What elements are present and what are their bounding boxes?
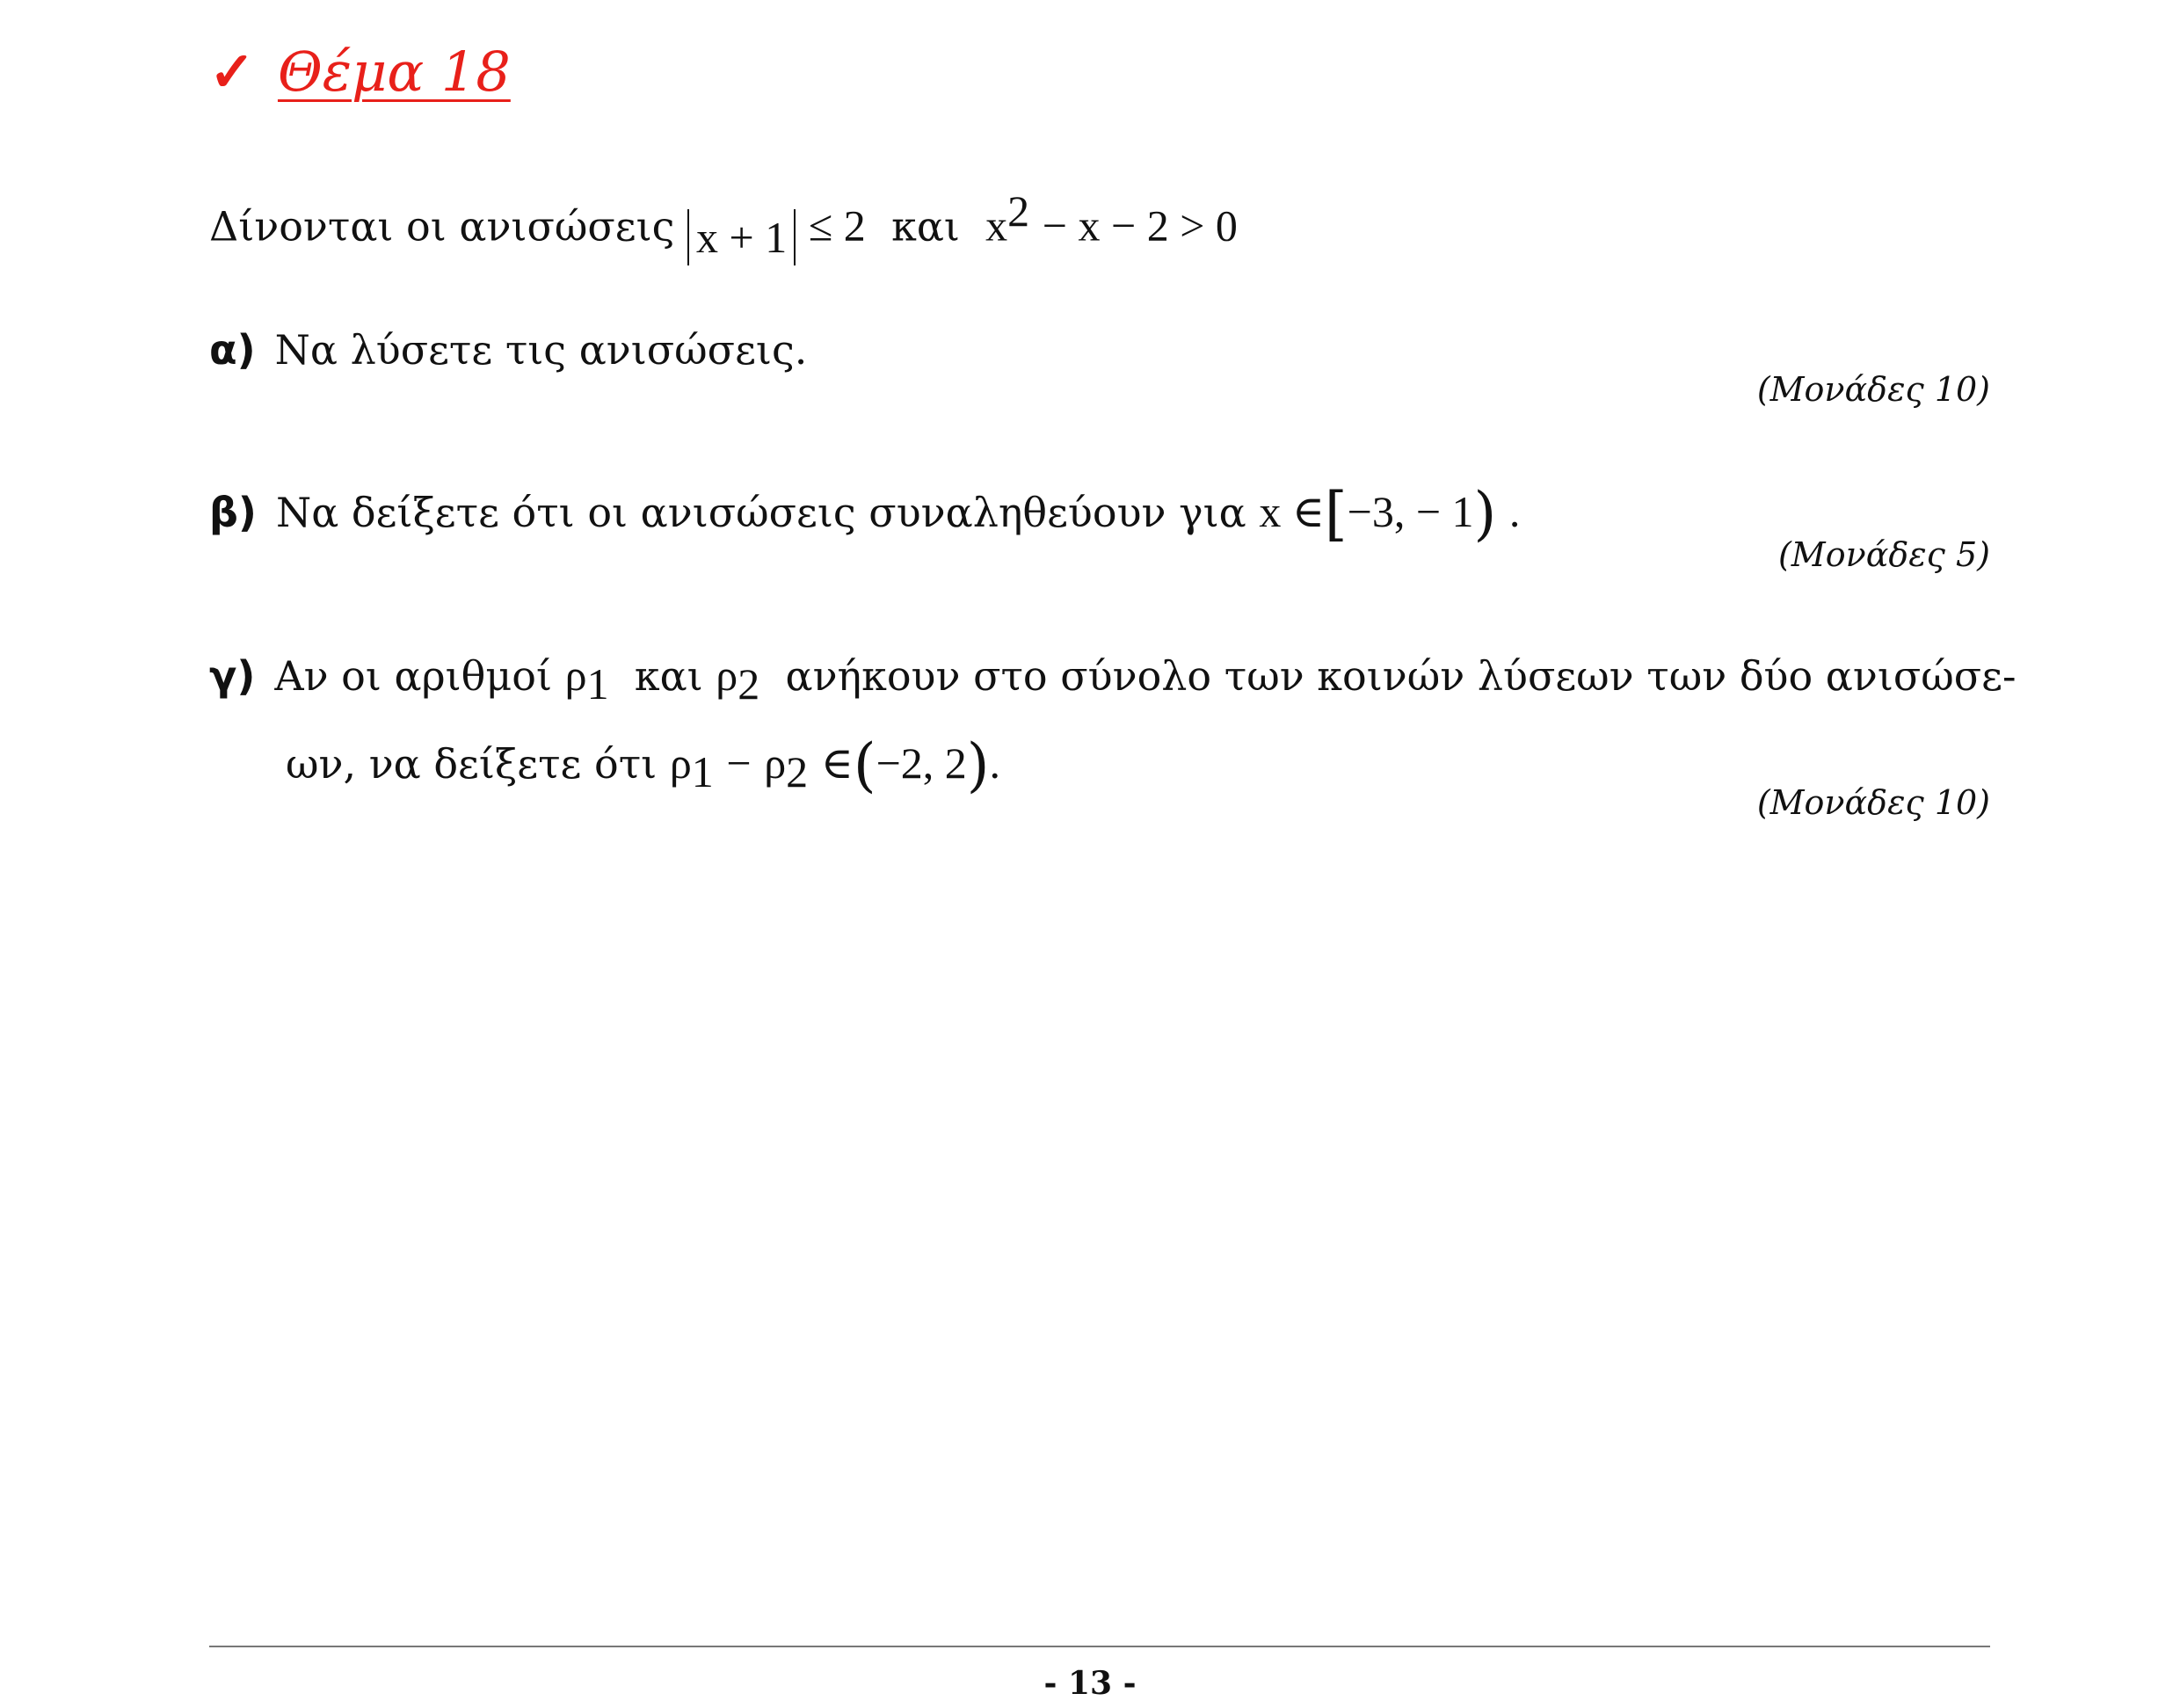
part-b-close-paren: ) xyxy=(1473,480,1497,548)
rho-1: ρ xyxy=(564,650,587,700)
rho-2-b-subscript: 2 xyxy=(786,747,809,797)
part-a xyxy=(209,323,807,376)
part-b-marks: (Μονάδες 5) xyxy=(1777,535,1990,574)
rho-2-subscript: 2 xyxy=(738,659,760,709)
part-b-interval: −3, − 1 xyxy=(1347,487,1474,536)
inequality-2-exponent: 2 xyxy=(1007,186,1030,236)
rho-1-b: ρ xyxy=(669,738,692,788)
part-b-open-bracket: [ xyxy=(1324,480,1348,548)
conjunction: και xyxy=(891,202,960,251)
rho-1-b-subscript: 1 xyxy=(691,747,714,797)
part-c-interval: −2, 2 xyxy=(876,738,967,788)
inequality-1-rest: ≤ 2 xyxy=(808,200,866,251)
part-a-label: α) xyxy=(209,326,256,374)
part-a-marks: (Μονάδες 10) xyxy=(1756,370,1990,409)
part-c-open-paren: ( xyxy=(853,731,876,799)
part-c-line-2 xyxy=(286,731,1001,799)
heading xyxy=(209,37,511,107)
part-c-and: και xyxy=(634,652,703,700)
part-b-period: . xyxy=(1508,487,1521,536)
part-c-label: γ) xyxy=(209,652,256,700)
part-c-close-paren: ) xyxy=(966,731,990,799)
rho-1-subscript: 1 xyxy=(586,659,609,709)
part-b xyxy=(209,480,1521,548)
abs-expression: x + 1 xyxy=(687,209,796,265)
check-icon: ✓ xyxy=(209,40,255,104)
part-a-text: Να λύσετε τις ανισώσεις. xyxy=(274,326,808,374)
rho-2: ρ xyxy=(716,650,738,700)
intro-line xyxy=(209,185,1238,265)
part-c-text-1a: Αν οι αριθμοί xyxy=(274,652,552,700)
intro-text: Δίνονται οι ανισώσεις xyxy=(209,202,675,251)
topic-title: Θέμα 18 xyxy=(277,40,511,104)
page-number: - 13 - xyxy=(1043,1665,1137,1702)
part-b-text: Να δείξετε ότι οι ανισώσεις συναληθεύουν για xyxy=(275,489,1246,536)
inequality-2-rest: − x − 2 > 0 xyxy=(1042,200,1238,251)
part-b-label: β) xyxy=(209,489,257,536)
rho-2-b: ρ xyxy=(764,738,787,788)
footer-divider xyxy=(209,1646,1990,1647)
minus-sign: − xyxy=(726,738,752,788)
part-c-text-1b: ανήκουν στο σύνολο των κοινών λύσεων των δύο ανισώσε- xyxy=(785,652,2016,700)
element-of: ∈ xyxy=(820,738,854,788)
part-b-var: x ∈ xyxy=(1259,487,1325,536)
part-c-text-2a: ων, να δείξετε ότι xyxy=(286,740,658,788)
part-c-line-1 xyxy=(209,649,2016,710)
part-c-period: . xyxy=(989,738,1001,788)
part-c-marks: (Μονάδες 10) xyxy=(1756,783,1990,822)
inequality-2-x: x xyxy=(985,200,1008,251)
